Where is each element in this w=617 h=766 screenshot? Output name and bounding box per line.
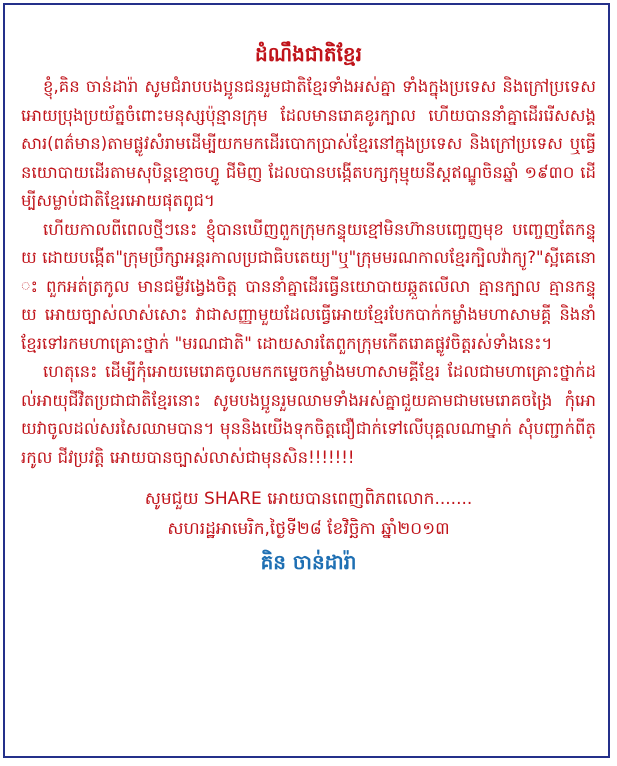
document-body bbox=[21, 39, 596, 578]
document-frame bbox=[3, 3, 610, 758]
date-line: សហរដ្ឋអាមេរិក,ថ្ងៃទី២៨ ខែវិច្ឆិកា ឆ្នាំ២០១៣ bbox=[167, 519, 450, 539]
paragraph-warning: ហើយកាលពីពេលថ្មីៗនេះ ខ្ញុំបានឃើញពួកក្រុមកន្ទុយខ្មៅមិនហ៊ានបញ្ចេញមុខ បញ្ចេញតែកន្ទុយ ដោយបង្កើត"ក្រុមប្រឹក្សាអន្តរកាលប្រជាធិបតេយ្យ"ឬ"ក្រុមមរណកាលខ្មែរក្បិលវ៉ាក្យូ?"ស្អីគេនោះ ពួកអត់ត្រកូល មានជម្ងឺវង្វេងចិត្ត បាននាំគ្នាដើរធ្វើនយោបាយឆ្កួតលើលា គ្មានក្បាល គ្មានកន្ទុយ អោយច្បាស់លាស់សោះ វាជាសញ្ញាមួយដែលធ្វើអោយខ្មែរបែកបាក់កម្លាំងមហាសាមគ្គី និងនាំខ្មែរទៅរកមហាគ្រោះថ្នាក់ "មរណជាតិ" ដោយសារតែពួកក្រុមកើតរោគផ្លូវចិត្តរស់ទាំងនេះ។ bbox=[21, 219, 596, 353]
author-signature: គិន ចាន់ដារ៉ា bbox=[260, 550, 357, 574]
share-line: សូមជួយ SHARE អោយបានពេញពិភពលោក....... bbox=[144, 489, 473, 509]
paragraph-intro: ខ្ញុំ,គិន ចាន់ដារ៉ា សូមជំរាបបងប្អូនជនរួមជាតិខ្មែរទាំងអស់គ្នា ទាំងក្នុងប្រទេស និងក្រៅប្រទេស អោយប្រុងប្រយ័ត្នចំពោះមនុស្សប៉ុន្មានក្រុម ដែលមានរោគខូរក្បាល ហើយបាននាំគ្នាដើររើសសង្គសារ(ពត៌មាន)តាមផ្លូវសំរាមដើម្បីយកមកដើរបោកប្រាស់ខ្មែរនៅក្នុងប្រទេស និងក្រៅប្រទេស ឬធ្វើនយោបាយដើរតាមសុបិន្តខ្មោចហ្វូ ជីមិញ ដែលបានបង្កើតបក្សកុម្មុយនីស្តឥណ្ឌូចិនឆ្នាំ ១៩៣០ ដើម្បីសម្លាប់ជាតិខ្មែរអោយផុតពូជ។ bbox=[21, 77, 596, 210]
paragraph-appeal: ហេតុនេះ ដើម្បីកុំអោយមេរោគចូលមកកម្ទេចកម្លាំងមហាសាមគ្គីខ្មែរ ដែលជាមហាគ្រោះថ្នាក់ដល់អាយុជីវិតប្រជាជាតិខ្មែរនោះ សូមបងប្អូនរួមឈាមទាំងអស់គ្នាជួយគាមជាមមេរោគចង្រៃ កុំអោយវាចូលដល់សរសៃឈាមបាន។ មុននិងយើងទុកចិត្តជឿជាក់ទៅលើបុគ្គលណាម្នាក់ សុំបញ្ជាក់ពីត្រកូល ជីវប្រវត្តិ អោយបានច្បាស់លាស់ជាមុនសិន!!!!!!! bbox=[21, 362, 596, 467]
closing-block bbox=[21, 484, 596, 578]
document-title: ដំណឹងជាតិខ្មែរ bbox=[255, 42, 362, 66]
